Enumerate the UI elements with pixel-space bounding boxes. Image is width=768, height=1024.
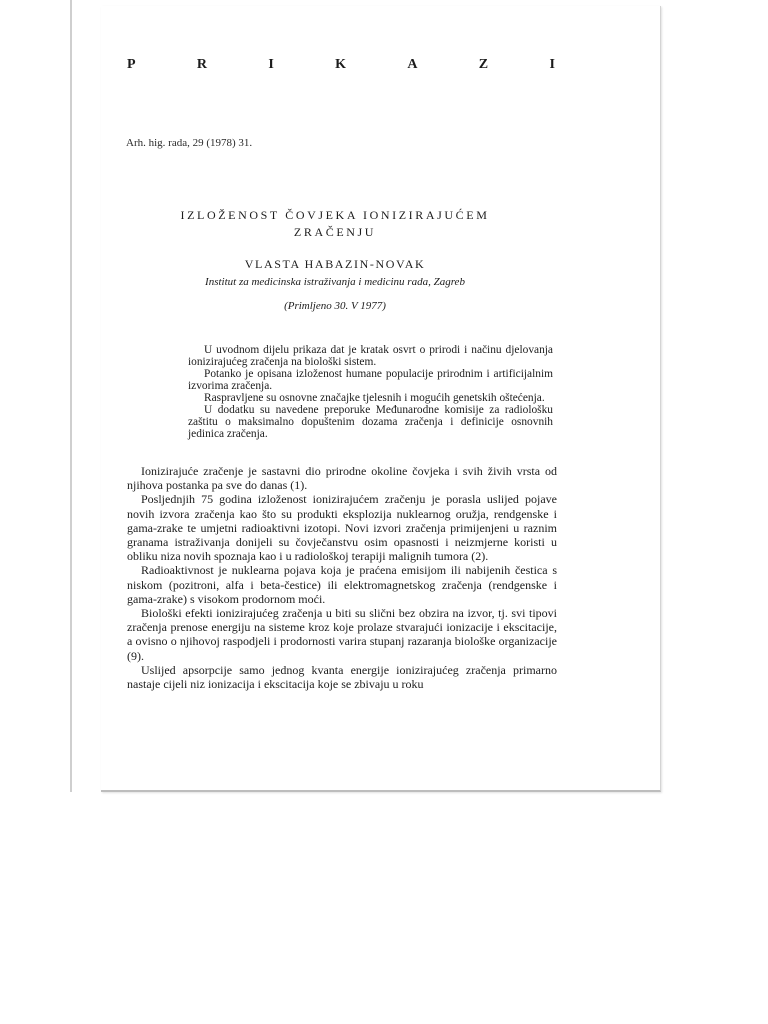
section-letter: P — [127, 57, 136, 72]
section-letter: I — [549, 57, 555, 72]
body-paragraph: Radioaktivnost je nuklearna pojava koja je praćena emisijom ili nabijenih čestica s niskom (pozitroni, alfa i beta-čestice) ili elektromagnetskog zračenja (rendgenske i gama-zrake) s visokom prodornom moći. — [127, 563, 557, 606]
scan-edge-line — [70, 0, 72, 792]
abstract-paragraph: Potanko je opisana izloženost humane populacije prirodnim i artificijalnim izvorima zračenja. — [188, 368, 553, 392]
section-letter: I — [268, 57, 274, 72]
author-institution: Institut za medicinska istraživanja i medicinu rada, Zagreb — [205, 276, 465, 288]
author-name: VLASTA HABAZIN-NOVAK — [244, 257, 426, 271]
body-paragraph: Uslijed apsorpcije samo jednog kvanta energije ionizirajućeg zračenja primarno nastaje cijeli niz ionizacija i ekscitacija koje se zbivaju u roku — [127, 662, 557, 692]
article-body — [127, 464, 557, 691]
section-letter: R — [196, 57, 208, 72]
section-letter: K — [335, 57, 347, 72]
received-date: (Primljeno 30. V 1977) — [284, 300, 386, 312]
section-letter: A — [407, 57, 418, 72]
section-letter: Z — [478, 57, 489, 72]
abstract-paragraph: U dodatku su navedene preporuke Međunarodne komisije za radiološku zaštitu o maksimalno dopuštenim dozama zračenja i definicije osnovnih jedinica zračenja. — [188, 404, 553, 440]
article-title-line: IZLOŽENOST ČOVJEKA IONIZIRAJUĆEM — [180, 208, 490, 222]
abstract-paragraph: Raspravljene su osnovne značajke tjelesnih i mogućih genetskih oštećenja. — [204, 392, 545, 404]
article-title — [120, 207, 550, 241]
body-paragraph: Ionizirajuće zračenje je sastavni dio prirodne okoline čovjeka i svih živih vrsta od njihova postanka pa sve do danas (1). — [127, 464, 557, 493]
section-title — [127, 57, 555, 73]
body-paragraph: Biološki efekti ionizirajućeg zračenja u biti su slični bez obzira na izvor, tj. svi tipovi zračenja prenose energiju na sisteme kroz koje prolaze stvarajući ionizacije i ekscitacije, a ovisno o njihovoj raspodjeli i prodornosti varira stupanj razaranja biološke organizacije (9). — [127, 606, 557, 663]
article-title-line: ZRAČENJU — [293, 225, 377, 239]
abstract-paragraph: U uvodnom dijelu prikaza dat je kratak osvrt o prirodi i načinu djelovanja ionizirajućeg zračenja na biološki sistem. — [188, 344, 553, 368]
body-paragraph: Posljednjih 75 godina izloženost ionizirajućem zračenju je porasla uslijed pojave novih izvora zračenja kao što su produkti eksplozija nuklearnog oružja, rendgenske i gama-zrake te umjetni radioaktivni izotopi. Novi izvori zračenja primijenjeni u raznim granama istraživanja donijeli su čovječanstvu osim opasnosti i neizmjerne koristi u obliku niza novih spoznaja kao i u radiološkoj terapiji malignih tumora (2). — [127, 492, 557, 564]
abstract — [188, 344, 553, 440]
journal-citation: Arh. hig. rada, 29 (1978) 31. — [126, 137, 253, 149]
